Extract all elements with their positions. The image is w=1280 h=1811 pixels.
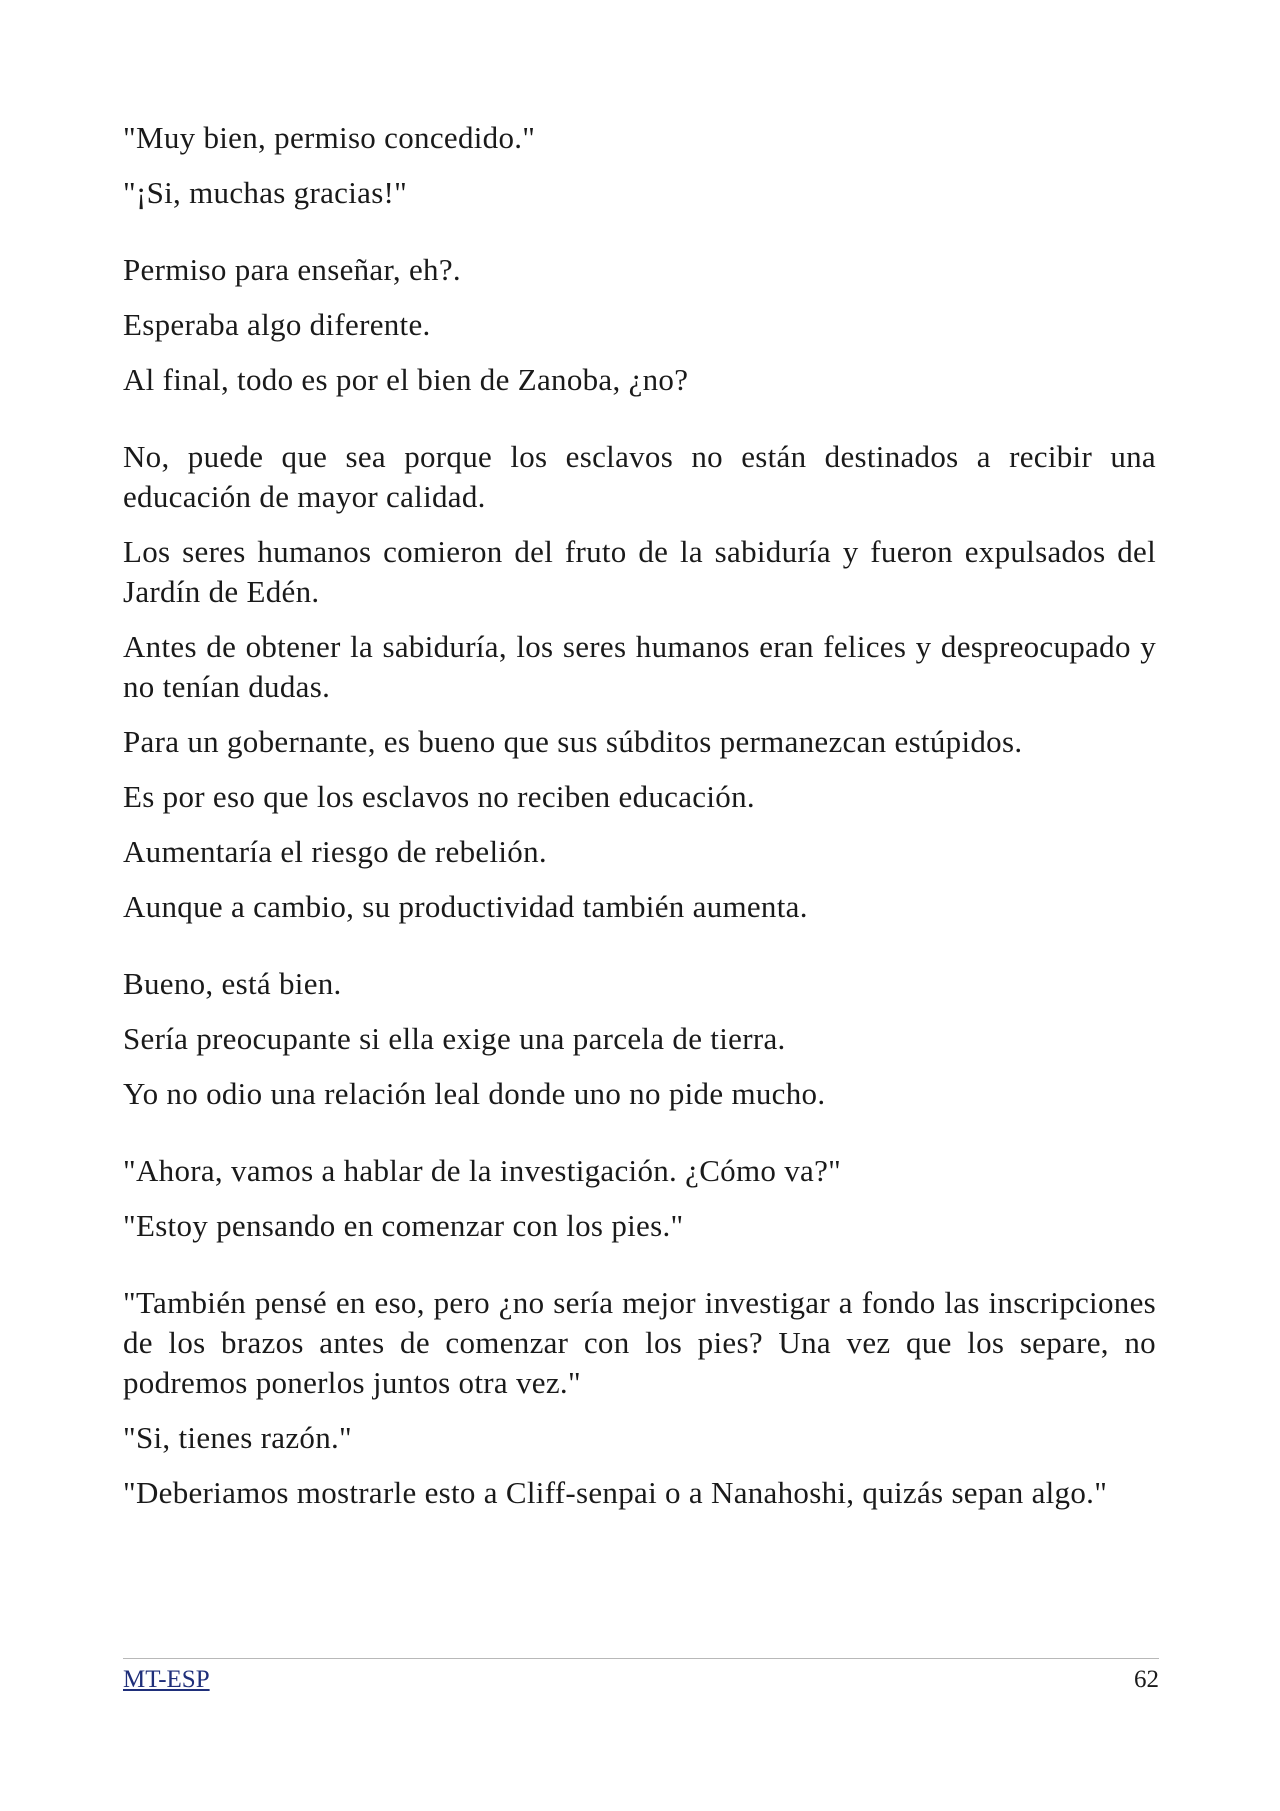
paragraph: Es por eso que los esclavos no reciben educación.: [123, 779, 755, 814]
paragraph: "Muy bien, permiso concedido.": [123, 120, 536, 155]
paragraph: Antes de obtener la sabiduría, los seres humanos eran felices y despreocupado y no tenían dudas.: [123, 629, 1156, 704]
paragraph: "Estoy pensando en comenzar con los pies.": [123, 1208, 684, 1243]
page-footer: [123, 1658, 1159, 1695]
paragraph: Aunque a cambio, su productividad también aumenta.: [123, 889, 808, 924]
paragraph: Yo no odio una relación leal donde uno no pide mucho.: [123, 1076, 826, 1111]
paragraph: No, puede que sea porque los esclavos no están destinados a recibir una educación de mayor calidad.: [123, 439, 1156, 514]
paragraph: Esperaba algo diferente.: [123, 307, 431, 342]
paragraph: "Deberiamos mostrarle esto a Cliff-senpai o a Nanahoshi, quizás sepan algo.": [123, 1475, 1108, 1510]
paragraph: Sería preocupante si ella exige una parcela de tierra.: [123, 1021, 786, 1056]
paragraph: Los seres humanos comieron del fruto de la sabiduría y fueron expulsados del Jardín de Edén.: [123, 534, 1156, 609]
paragraph: Permiso para enseñar, eh?.: [123, 252, 461, 287]
paragraph: Para un gobernante, es bueno que sus súbditos permanezcan estúpidos.: [123, 724, 1023, 759]
page-number: 62: [1134, 1666, 1159, 1693]
paragraph: Al final, todo es por el bien de Zanoba, ¿no?: [123, 362, 689, 397]
page-body: [123, 118, 1156, 1528]
paragraph: "También pensé en eso, pero ¿no sería mejor investigar a fondo las inscripciones de los brazos antes de comenzar con los pies? Una vez que los separe, no podremos ponerlos juntos otra vez.": [123, 1285, 1156, 1400]
paragraph: Bueno, está bien.: [123, 966, 342, 1001]
paragraph: "Si, tienes razón.": [123, 1420, 353, 1455]
paragraph: "Ahora, vamos a hablar de la investigación. ¿Cómo va?": [123, 1153, 842, 1188]
paragraph: Aumentaría el riesgo de rebelión.: [123, 834, 547, 869]
footer-link-mt-esp[interactable]: MT-ESP: [123, 1666, 210, 1693]
paragraph: "¡Si, muchas gracias!": [123, 175, 408, 210]
